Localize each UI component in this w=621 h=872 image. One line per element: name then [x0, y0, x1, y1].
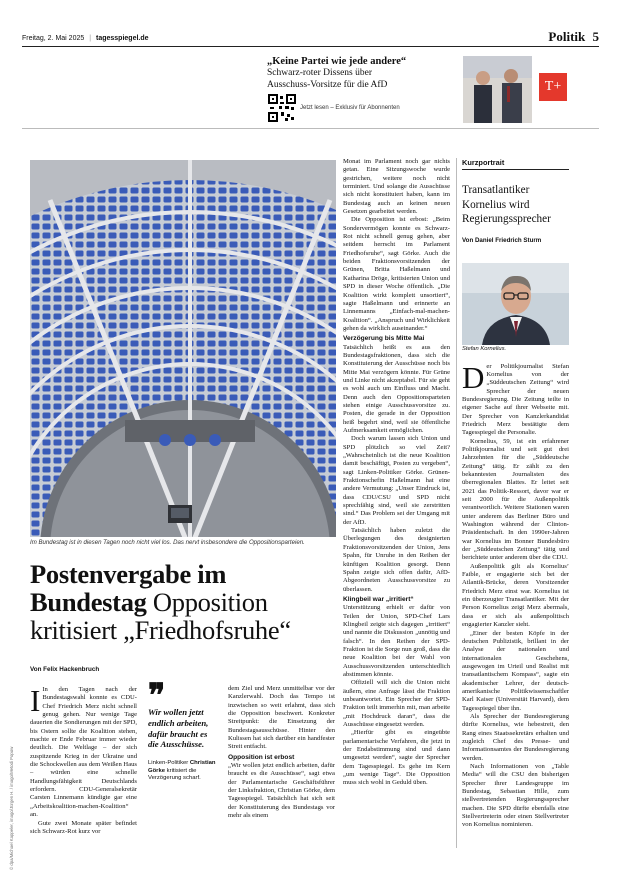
site-name[interactable]: tagesspiegel.de	[96, 35, 149, 42]
article-paragraph: Die Opposition ist erbost: „Beim Sondervermögen konnte es Schwarz-Rot nicht schnell genug gehen, aber seitdem herrscht im Parlament Friedhofsruhe“, sagt Görke. Auch die beiden Fraktionsvorsitzenden der Grünen, Britta Haßelmann und Katharina Dröge, kritisierten Union und SPD in dieser Woche öffentlich. „Die Koalition wirkt komplett unsortiert“, sagte Haßelmann und erinnerte an Linnemanns „Einfach-mal-machen-Koalition“. „Anspruch und Wirklichkeit gehen da wirklich auseinander.“	[343, 216, 450, 332]
photo-caption: Im Bundestag ist in diesen Tagen noch nicht viel los. Das nervt insbesondere die Oppositionsparteien.	[30, 539, 305, 546]
promo-subhead-2: Ausschuss-Vorsitze für die AfD	[267, 79, 388, 90]
article-paragraph: „Hierfür gibt es eingeübte parlamentarische Verfahren, die jetzt in der Endabstimmung sind und dann umgesetzt werden“, sagte der Sprecher dem Tagesspiegel. Es gehe im Kern „um wenige Tage“. Die Opposition muss sich wohl in Geduld üben.	[343, 729, 450, 787]
article-column-3	[343, 158, 450, 788]
subheading: Opposition ist erbost	[228, 753, 295, 761]
headline-part-4: kritisiert „Friedhofsruhe“	[30, 615, 291, 645]
article-paragraph: Tatsächlich haben zuletzt die Überlegungen des designierten Fraktionsvorsitzenden der Union, Jens Spahn, für Unruhe in den Reihen der künftigen Koalition gesorgt. Denn Spahn zeigte sich offen dafür, AfD-Abgeordneten Ausschussvorsitze zu überlassen.	[343, 527, 450, 593]
promo-headline[interactable]: „Keine Partei wie jede andere“	[267, 56, 407, 67]
article-paragraph: Monat im Parlament noch gar nichts getan. Eine Sitzungswoche wurde gestrichen, weitere noch nicht terminiert. Und solange die Ausschüsse sich nicht konstituiert haben, kann im Bundestag auch an keinen neuen Gesetzen gearbeitet werden.	[343, 158, 450, 216]
qr-code-icon[interactable]	[268, 94, 296, 122]
article-byline: Von Felix Hackenbruch	[30, 666, 100, 673]
sidebar-text	[462, 359, 569, 830]
promo-box[interactable]	[267, 56, 457, 91]
masthead-rule	[22, 46, 599, 47]
promo-rule	[22, 128, 599, 129]
headline-part-3: Opposition	[152, 587, 268, 617]
article-headline	[30, 560, 340, 644]
column-divider	[456, 158, 457, 848]
subheading: Verzögerung bis Mitte Mai	[343, 335, 425, 343]
article-paragraph: „Wir wollen jetzt endlich arbeiten, dafür braucht es die Ausschüsse“, sagt etwa der Parlamentarische Geschäftsführer der Linksfraktion, Christian Görke, dem Tagesspiegel. Tatsächlich hat sich seit der Konstituierung des Bundestags vor mehr als einem	[228, 762, 335, 820]
article-paragraph: „Einer der besten Köpfe in der deutschen Publizistik, brillant in der Analyse der nationalen und internationalen Geschehens, ausgewogen im Urteil und Realist mit transatlantischem Kompass“, sagte ein akademischer Lehrer, der deutsch-amerikanische Politikwissenschaftler Karl Kaiser (Universität Harvard), dem Tagesspiegel über ihn.	[462, 629, 569, 712]
sidebar-title: Transatlantiker Kornelius wird Regierungssprecher	[462, 184, 551, 225]
article-paragraph: Nach Informationen von „Table Media“ will die CSU den bisherigen Sprecher ihrer Landesgruppe im Bundestag, Sebastian Hille, zum stellvertretenden Regierungssprecher machen. Die SPD dürfte ebenfalls eine Stellvertreterin oder einen Stellvertreter von Kornelius nominieren.	[462, 763, 569, 829]
article-paragraph: I In den Tagen nach der Bundestagswahl konnte es CDU-Chef Friedrich Merz nicht schnell genug gehen. Nur wenige Tage dauerten die Sondierungen mit der SPD, bis Ostern sollte die Koalition stehen, machte er Ende Februar immer wieder deutlich. Die Weltlage – der sich zuspitzende Krieg in der Ukraine und die Schockwellen aus dem Weißen Haus – würden eine schnelle Handlungsfähigkeit Deutschlands erfordern. CDU-Generalsekretär Carsten Linnemann kündigte gar eine „Arbeitskoalition-machen-Koalition“ an.	[30, 683, 137, 819]
sidebar-kicker: Kurzportrait	[462, 158, 569, 170]
bundestag-photo	[30, 160, 336, 537]
quote-text: Wir wollen jetzt endlich arbeiten, dafür braucht es die Ausschüsse.	[148, 707, 209, 750]
article-column-2	[228, 685, 335, 821]
promo-cta[interactable]: Jetzt lesen – Exklusiv für Abonnenten	[300, 105, 400, 111]
dropcap: I	[30, 683, 41, 718]
section-name: Politik	[548, 29, 586, 44]
page-number: 5	[592, 29, 599, 44]
date: Freitag, 2. Mai 2025	[22, 35, 85, 42]
sidebar-byline: Von Daniel Friedrich Sturm	[462, 236, 542, 244]
article-paragraph: Offiziell will sich die Union nicht äußern, eine Anfrage lässt die Fraktion unbeantwortet. Ein Sprecher der SPD-Fraktion teilt immerhin mit, man arbeite „mit Hochdruck daran“, dass die Ausschüsse eingesetzt werden.	[343, 679, 450, 729]
promo-subhead-1: Schwarz-roter Dissens über	[267, 68, 372, 78]
plus-badge-icon[interactable]	[539, 73, 567, 101]
section-header	[548, 29, 599, 45]
article-paragraph: Der Politikjournalist Stefan Kornelius von der „Süddeutschen Zeitung“ wird Sprecher der neuen Bundesregierung. Die Zeitung teilte in eigener Sache auf ihrer Webseite mit. Der Sprecher von Kanzlerkandidat Friedrich Merz bestätigte dem Tagesspiegel die Personalie.	[462, 359, 569, 437]
photo-credit: © dpa/Michael Kappeler, imago/Jürgen H. / imago/Metodi Popow	[9, 746, 14, 870]
article-paragraph: Als Sprecher der Bundesregierung dürfte Kornelius, wie hebestreit, den Rang eines Staatssekretärs erhalten und zugleich Chef des Presse- und Informationsamtes der Bundesregierung werden.	[462, 712, 569, 762]
subheading: Klingbeil war „irritiert“	[343, 595, 414, 603]
headline-part-2: Bundestag	[30, 587, 147, 617]
promo-photo	[463, 56, 532, 123]
headline-part-1: Postenvergabe im	[30, 559, 227, 589]
article-column-1	[30, 683, 137, 836]
sidebar-dropcap: D	[462, 359, 485, 395]
article-paragraph: Unterstützung erhielt er dafür von Teilen der Union, SPD-Chef Lars Klingbeil zeigte sich dagegen „irritiert“ und nannte die Diskussion „unnötig und falsch“. In den Reihen der SPD-Fraktion ist die Sorge nun groß, dass die neue Koalition bei der Wahl von Ausschussvorsitzenden unterschiedlich abstimmen könnte.	[343, 604, 450, 678]
article-paragraph: Tatsächlich heißt es aus den Bundestagsfraktionen, dass sich die Konstituierung der Ausschüsse noch bis Mitte Mai verzögern könnte. Für Grüne und Linke nicht akzeptabel. Für sie geht es wohl auch um Einfluss und Macht. Denn auch den Oppositionsparteien stehen einige Ausschussvorsitze zu. Posten, die gerade in der Opposition heiß begehrt sind, weil sie öffentliche Aufmerksamkeit ermöglichen.	[343, 343, 450, 434]
quote-attribution: Linken-Politiker Christian Görke kritisiert die Verzögerung scharf.	[148, 760, 216, 782]
article-paragraph: Gute zwei Monate später befindet sich Schwarz-Rot kurz vor	[30, 819, 137, 835]
dateline: Freitag, 2. Mai 2025 | tagesspiegel.de	[22, 35, 149, 42]
article-paragraph: Außenpolitik gilt als Kornelius’ Faible, er engagierte sich bei der Atlantik-Brücke, deren Vorsitzender Friedrich Merz einst war. Kornelius ist ein überzeugter Transatlantiker. Mit der Person Kornelius zeigt Merz abermals, dass er sich als außenpolitisch engagierter Kanzler sieht.	[462, 562, 569, 629]
kornelius-photo	[462, 263, 569, 345]
badge-label: T+	[544, 79, 562, 94]
article-paragraph: Doch warum lassen sich Union und SPD plötzlich so viel Zeit? „Wahrscheinlich ist die neue Koalition damit beschäftigt, Posten zu vergeben“, sagt Linken-Politiker Görke. Grünen-Fraktionschefin Haßelmann hat eine andere Vermutung: „Unser Eindruck ist, dass CDU/CSU und SPD nicht sprechfähig sind, weil sie zerstritten sind.“ Das Problem sei der Umgang mit der AfD.	[343, 435, 450, 526]
quote-mark-icon: ❞	[148, 677, 166, 713]
sidebar-photo-caption: Stefan Kornelius.	[462, 345, 507, 352]
sidebar-portrait	[462, 158, 569, 830]
pull-quote	[148, 677, 220, 783]
article-paragraph: dem Ziel und Merz unmittelbar vor der Kanzlerwahl. Doch das Tempo ist inzwischen so weit erlahmt, dass sich die Opposition beschwert. Konkreter Streitpunkt: die Einsetzung der Bundestagsausschüsse. Hinter den Kulissen hat sich darüber ein handfester Streit entfacht.	[228, 685, 335, 751]
article-paragraph: Kornelius, 59, ist ein erfahrener Politikjournalist und seit gut drei Jahrzehnten für die „Süddeutsche Zeitung“ tätig. Er zählt zu den bekanntesten Journalisten des überregionalen Blattes. Er leitet seit 2021 das Politik-Ressort, davor war er seit 2000 für die Außenpolitik verantwortlich. Weitere Stationen waren unter anderem das Berliner Büro und Washington während der Clinton-Präsidentschaft. In den 1990er-Jahren war Kornelius im Bonner Bundesbüro der „Süddeutschen Zeitung“ tätig und berichtete unter anderem über die CDU.	[462, 437, 569, 562]
